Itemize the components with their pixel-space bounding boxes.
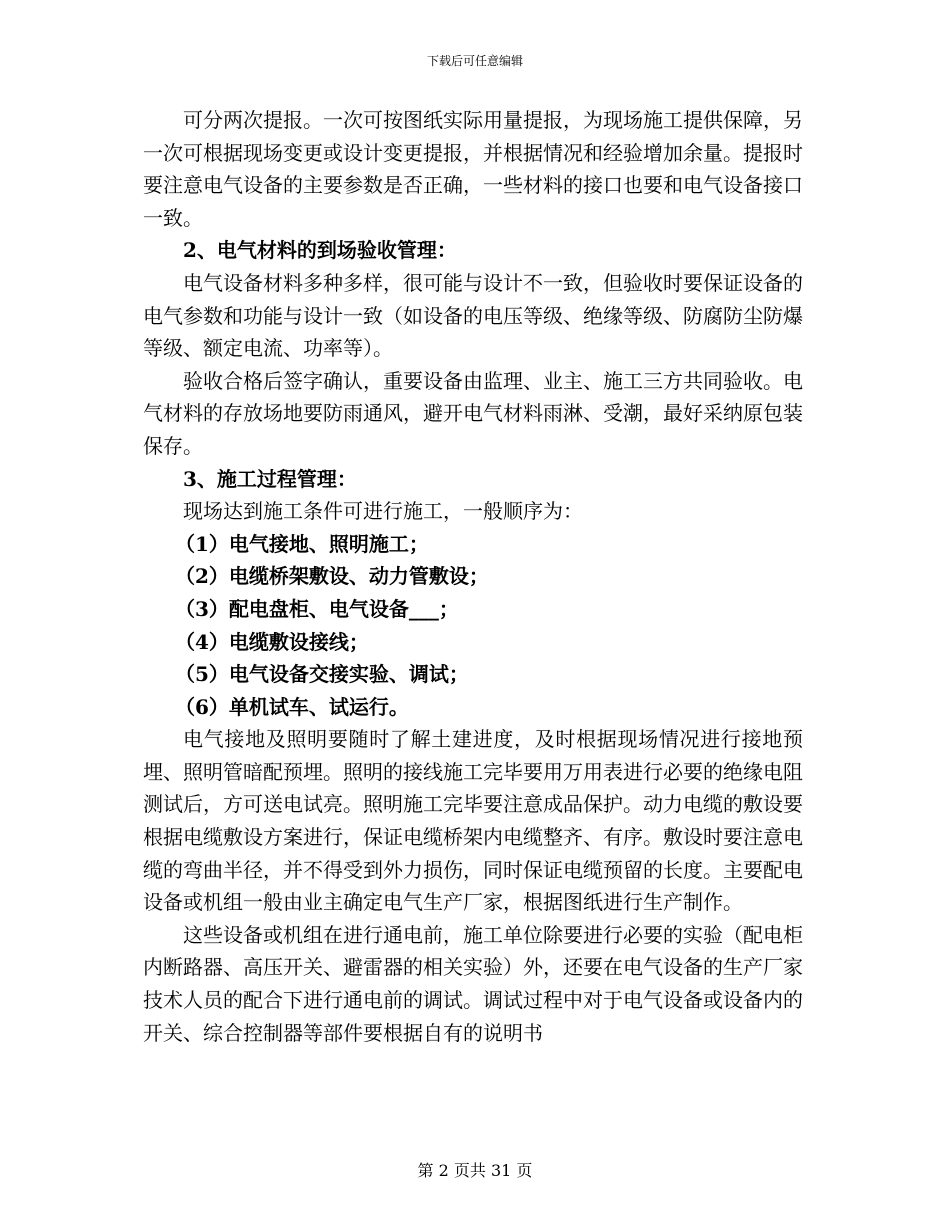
page-footer: 第 2 页共 31 页 xyxy=(417,1161,533,1180)
document-body xyxy=(143,104,803,1049)
step-item-3: （3）配电盘柜、电气设备___； xyxy=(175,596,459,621)
paragraph-section3-2: 这些设备或机组在进行通电前，施工单位除要进行必要的实验（配电柜内断路器、高压开关、避雷器的相关实验）外，还要在电气设备的生产厂家技术人员的配合下进行通电前的调试。调试过程中对于电气设备或设备内的开关、综合控制器等部件要根据自有的说明书 xyxy=(143,922,803,1045)
step-item-6: （6）单机试车、试运行。 xyxy=(175,694,409,719)
paragraph-section3-intro: 现场达到施工条件可进行施工，一般顺序为： xyxy=(183,499,583,524)
paragraph-section2-1: 电气设备材料多种多样，很可能与设计不一致，但验收时要保证设备的电气参数和功能与设计一致（如设备的电压等级、绝缘等级、防腐防尘防爆等级、额定电流、功率等）。 xyxy=(143,270,803,361)
paragraph-section2-2: 验收合格后签字确认，重要设备由监理、业主、施工三方共同验收。电气材料的存放场地要防雨通风，避开电气材料雨淋、受潮，最好采纳原包装保存。 xyxy=(143,368,803,458)
step-item-1: （1）电气接地、照明施工； xyxy=(175,531,429,556)
page-header: 下载后可任意编辑 xyxy=(426,54,523,68)
step-item-2: （2）电缆桥架敷设、动力管敷设； xyxy=(175,564,489,589)
section-heading-2: 2、电气材料的到场验收管理： xyxy=(183,238,457,263)
step-item-4: （4）电缆敷设接线； xyxy=(175,629,369,654)
paragraph-section3-1: 电气接地及照明要随时了解土建进度，及时根据现场情况进行接地预埋、照明管暗配预埋。照明的接线施工完毕要用万用表进行必要的绝缘电阻测试后，方可送电试亮。照明施工完毕要注意成品保护。动力电缆的敷设要根据电缆敷设方案进行，保证电缆桥架内电缆整齐、有序。敷设时要注意电缆的弯曲半径，并不得受到外力损伤，同时保证电缆预留的长度。主要配电设备或机组一般由业主确定电气生产厂家，根据图纸进行生产制作。 xyxy=(143,727,803,915)
step-item-5: （5）电气设备交接实验、调试； xyxy=(175,662,469,687)
paragraph-intro: 可分两次提报。一次可按图纸实际用量提报，为现场施工提供保障，另一次可根据现场变更或设计变更提报，并根据情况和经验增加余量。提报时要注意电气设备的主要参数是否正确，一些材料的接口也要和电气设备接口一致。 xyxy=(143,108,803,230)
section-heading-3: 3、施工过程管理： xyxy=(183,466,357,491)
